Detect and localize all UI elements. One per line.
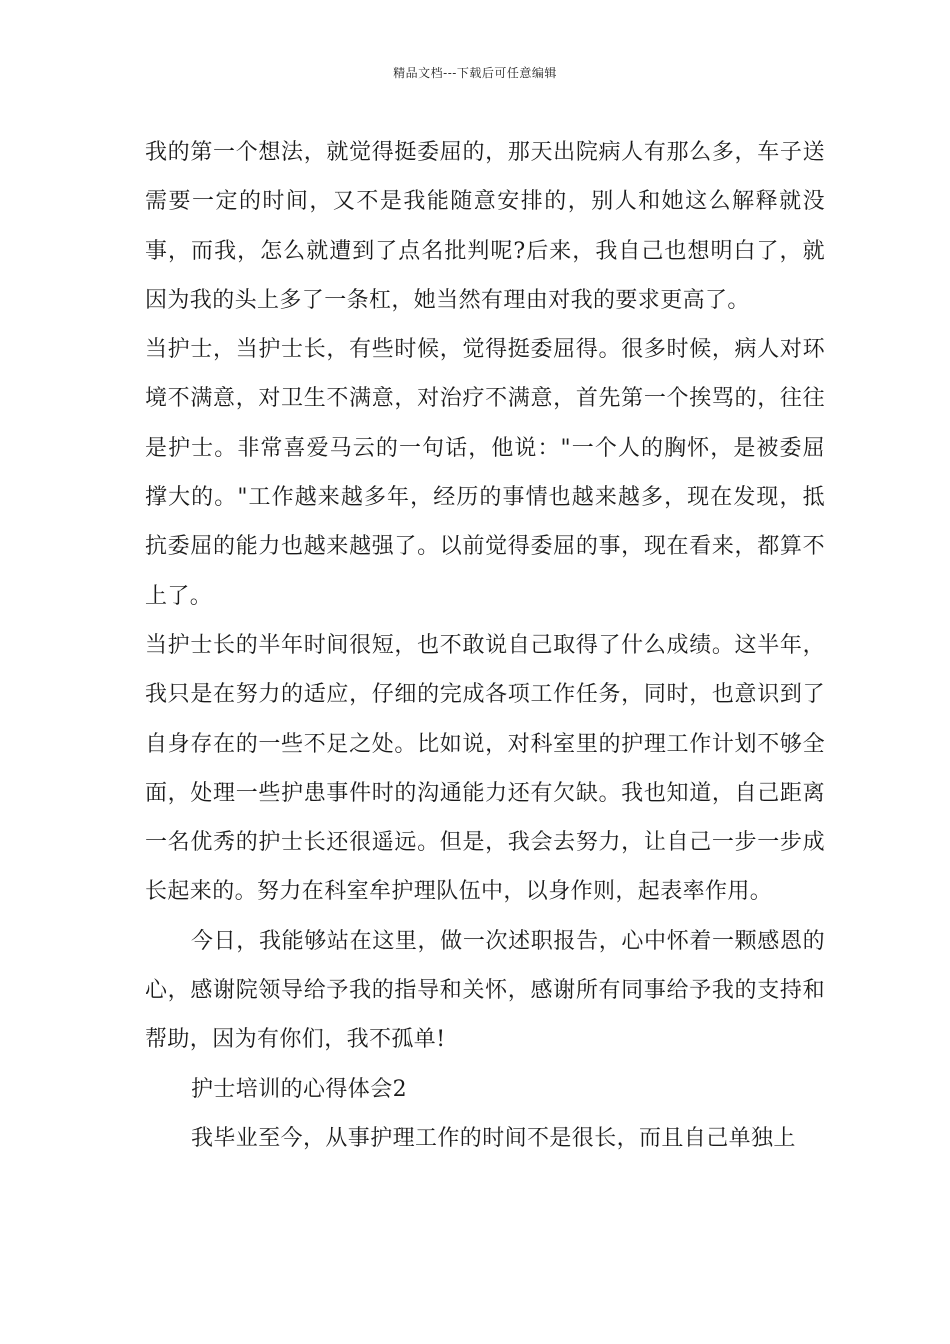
document-body xyxy=(145,128,825,1163)
paragraph-3: 当护士长的半年时间很短，也不敢说自己取得了什么成绩。这半年，我只是在努力的适应，仔细的完成各项工作任务，同时，也意识到了自身存在的一些不足之处。比如说，对科室里的护理工作计划不够全面，处理一些护患事件时的沟通能力还有欠缺。我也知道，自己距离一名优秀的护士长还很遥远。但是，我会去努力，让自己一步一步成长起来的。努力在科室牟护理队伍中，以身作则，起表率作用。 xyxy=(145,632,825,905)
paragraph-6: 我毕业至今，从事护理工作的时间不是很长，而且自己单独上 xyxy=(191,1125,796,1151)
section-heading: 护士培训的心得体会2 xyxy=(191,1076,407,1102)
paragraph-2: 当护士，当护士长，有些时候，觉得挺委屈得。很多时候，病人对环境不满意，对卫生不满意，对治疗不满意，首先第一个挨骂的，往往是护士。非常喜爱马云的一句话，他说："一个人的胸怀，是被委屈撑大的。"工作越来越多年，经历的事情也越来越多，现在发现，抵抗委屈的能力也越来越强了。以前觉得委屈的事，现在看来，都算不上了。 xyxy=(145,337,825,609)
paragraph-4: 今日，我能够站在这里，做一次述职报告，心中怀着一颗感恩的心，感谢院领导给予我的指导和关怀，感谢所有同事给予我的支持和帮助，因为有你们，我不孤单! xyxy=(145,928,825,1053)
page-header: 精品文档---下载后可任意编辑 xyxy=(393,66,557,80)
paragraph-1: 我的第一个想法，就觉得挺委屈的，那天出院病人有那么多，车子送需要一定的时间，又不是我能随意安排的，别人和她这么解释就没事，而我，怎么就遭到了点名批判呢?后来，我自己也想明白了，就因为我的头上多了一条杠，她当然有理由对我的要求更高了。 xyxy=(145,140,825,313)
